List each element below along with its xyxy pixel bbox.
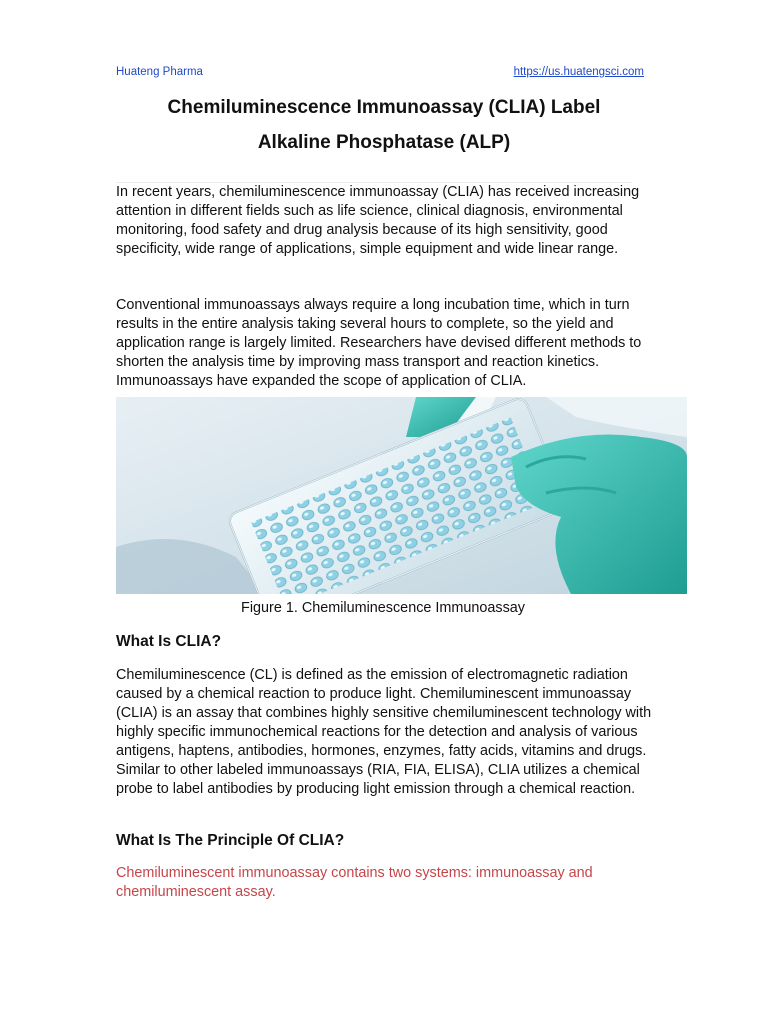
document-title [80, 90, 688, 160]
intro-paragraph: In recent years, chemiluminescence immunoassay (CLIA) has received increasing attention in different fields such as life science, clinical diagnosis, environmental monitoring, food safety and drug analysis because of its high sensitivity, good specificity, wide range of applications, simple equipment and wide linear range. [116, 184, 640, 257]
company-link[interactable]: Huateng Pharma [116, 66, 203, 78]
title-line-1: Chemiluminescence Immunoassay (CLIA) Label [167, 97, 601, 118]
figure-caption: Figure 1. Chemiluminescence Immunoassay [241, 600, 525, 616]
conventional-paragraph: Conventional immunoassays always require a long incubation time, which in turn results in the entire analysis taking several hours to complete, so the yield and application range is largely limited. Researchers have devised different methods to shorten the analysis time by improving mass transport and reaction kinetics. Immunoassays have expanded the scope of application of CLIA. [116, 297, 642, 389]
website-link[interactable]: https://us.huatengsci.com [513, 66, 644, 78]
principle-paragraph: Chemiluminescent immunoassay contains two systems: immunoassay and chemiluminescent assay. [116, 865, 593, 900]
page-header [116, 66, 644, 78]
heading-what-is-clia: What Is CLIA? [116, 633, 222, 650]
heading-principle: What Is The Principle Of CLIA? [116, 832, 345, 849]
title-line-2: Alkaline Phosphatase (ALP) [257, 132, 511, 153]
definition-paragraph: Chemiluminescence (CL) is defined as the emission of electromagnetic radiation caused by a chemical reaction to produce light. Chemiluminescent immunoassay (CLIA) is an assay that combines highly sensitive chemiluminescent technology with highly specific immunochemical reactions for the detection and analysis of various antigens, haptens, antibodies, hormones, enzymes, fatty acids, vitamins and drugs. Similar to other labeled immunoassays (RIA, FIA, ELISA), CLIA utilizes a chemical probe to label antibodies by producing light emission through a chemical reaction. [116, 667, 652, 797]
microplate-photo [116, 397, 687, 594]
